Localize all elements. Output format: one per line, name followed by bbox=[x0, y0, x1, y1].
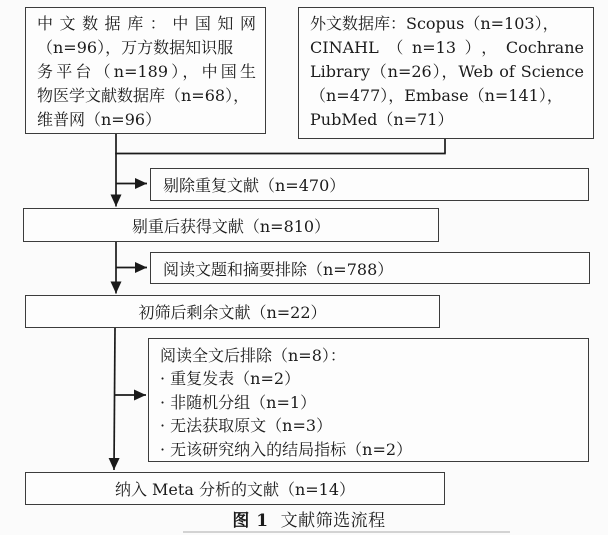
chinese-db-line: 维普网（n=96） bbox=[37, 110, 162, 129]
chinese-db-line: 务平台（n=189），中国生 bbox=[37, 62, 256, 81]
arrow-main-3 bbox=[114, 328, 115, 470]
fulltext-excluded-reason: · 重复发表（n=2） bbox=[160, 369, 301, 389]
foreign-db-line: Library（n=26），Web of Science bbox=[310, 62, 584, 81]
box-title-abstract-excluded bbox=[150, 252, 590, 284]
chinese-db-line: （n=96），万方数据知识服 bbox=[37, 38, 234, 57]
box-foreign-databases bbox=[298, 7, 594, 139]
fulltext-excluded-reason: · 无该研究纳入的结局指标（n=2） bbox=[160, 439, 413, 459]
box-after-initial-screening bbox=[25, 295, 440, 328]
foreign-db-line: PubMed（n=71） bbox=[310, 110, 454, 129]
scan-artifact-line bbox=[183, 531, 510, 533]
chinese-db-line: 物医学文献数据库（n=68）， bbox=[37, 86, 250, 105]
figure-caption bbox=[25, 506, 593, 531]
included-studies-label: 纳入 Meta 分析的文献（n=14） bbox=[114, 480, 356, 499]
fulltext-excluded-header: 阅读全文后排除（n=8）： bbox=[160, 346, 346, 365]
fulltext-excluded-reason: · 非随机分组（n=1） bbox=[160, 392, 317, 412]
box-fulltext-excluded bbox=[148, 338, 589, 462]
figure-title: 文献筛选流程 bbox=[280, 511, 386, 531]
box-chinese-databases bbox=[25, 7, 266, 134]
title-abstract-excluded-label: 阅读文题和摘要排除（n=788） bbox=[163, 259, 394, 279]
box-after-dedup bbox=[23, 208, 439, 242]
foreign-db-line: （n=477），Embase（n=141）， bbox=[310, 86, 563, 105]
duplicates-removed-label: 剔除重复文献（n=470） bbox=[163, 176, 346, 195]
after-initial-screening-label: 初筛后剩余文献（n=22） bbox=[138, 303, 327, 322]
box-duplicates-removed bbox=[150, 168, 589, 201]
foreign-db-line: CINAHL（n=13），Cochrane bbox=[310, 38, 584, 57]
foreign-db-line: 外文数据库：Scopus（n=103）， bbox=[310, 14, 559, 33]
box-included-studies bbox=[25, 472, 445, 505]
chinese-db-line: 中文数据库：中国知网 bbox=[37, 14, 256, 33]
after-dedup-label: 剔重后获得文献（n=810） bbox=[131, 216, 331, 236]
figure-number: 图 1 bbox=[232, 511, 269, 531]
fulltext-excluded-reason: · 无法获取原文（n=3） bbox=[160, 416, 333, 436]
